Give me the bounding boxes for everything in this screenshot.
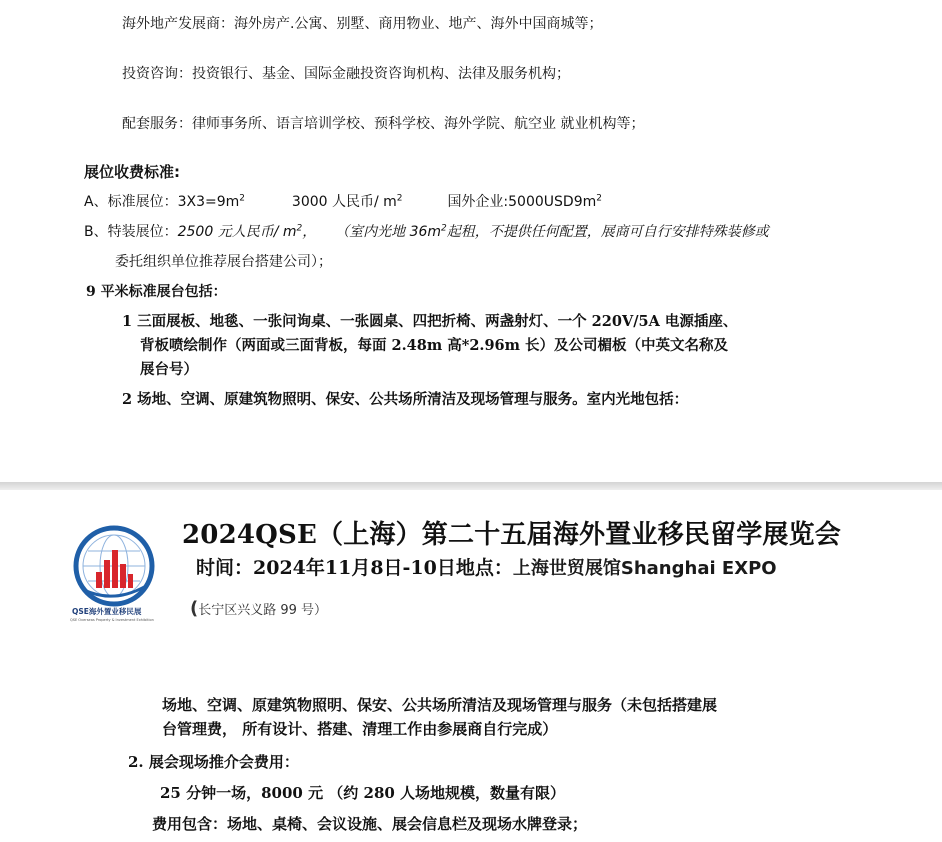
presentation-fee-detail: 25 分钟一场，8000 元 （约 280 人场地规模，数量有限） (160, 784, 566, 802)
presentation-fee-heading: 2. 展会现场推介会费用： (128, 753, 299, 771)
fee-standard-foreign: 国外企业:5000USD9m (447, 194, 597, 210)
logo-small-text: QSE Overseas Property & Investment Exhibition (70, 618, 154, 622)
booth-item-1-line2: 背板喷绘制作（两面或三面背板，每面 2.48m 高*2.96m 长）及公司楣板（中英文名称及 (140, 337, 729, 354)
fee-special-label: B、特装展位： (84, 224, 178, 240)
address-paren: ( (190, 598, 199, 619)
superscript: 2 (396, 193, 403, 204)
indoor-space-line2: 台管理费， 所有设计、搭建、清理工作由参展商自行完成） (162, 720, 558, 738)
time-venue-line (196, 553, 777, 580)
exhibition-title: 2024QSE（上海）第二十五届海外置业移民留学展览会 (182, 520, 842, 550)
fee-standard-price: 3000 人民币/ m (291, 194, 397, 210)
logo-text: QSE海外置业移民展 (72, 607, 142, 616)
page-divider (0, 482, 942, 490)
fee-standard-row (84, 192, 602, 212)
indoor-space-line1: 场地、空调、原建筑物照明、保安、公共场所清洁及现场管理与服务（未包括搭建展 (162, 696, 718, 714)
booth-item-1-line1: 1 三面展板、地毯、一张问询桌、一张圆桌、四把折椅、两盏射灯、一个 220V/5A 电源插座、 (122, 313, 738, 330)
qse-logo (64, 520, 164, 628)
superscript: 2 (596, 193, 602, 204)
address: 长宁区兴义路 99 号） (198, 603, 328, 618)
exhibitor-category-services: 配套服务：律师事务所、语言培训学校、预科学校、海外学院、航空业 就业机构等； (122, 116, 645, 132)
fee-special-note-line2: 委托组织单位推荐展台搭建公司）； (115, 254, 332, 270)
superscript: 2 (441, 223, 447, 234)
address-line (190, 598, 327, 619)
fee-heading: 展位收费标准: (84, 163, 180, 181)
exhibitor-category-investment: 投资咨询：投资银行、基金、国际金融投资咨询机构、法律及服务机构； (122, 66, 570, 82)
presentation-fee-includes: 费用包含：场地、桌椅、会议设施、展会信息栏及现场水牌登录； (152, 815, 588, 833)
booth-item-1-line3: 展台号） (140, 361, 198, 378)
fee-standard-label: A、标准展位：3X3=9m (84, 194, 240, 210)
exhibitor-category-developers: 海外地产发展商：海外房产.公寓、别墅、商用物业、地产、海外中国商城等； (122, 16, 603, 32)
venue-name: 上海世贸展馆Shanghai EXPO (512, 558, 777, 579)
superscript: 2 (296, 223, 303, 234)
booth-item-2: 2 场地、空调、原建筑物照明、保安、公共场所清洁及现场管理与服务。室内光地包括： (122, 391, 689, 408)
fee-special-price: 2500 元人民币/ m (177, 224, 297, 240)
fee-special-note: （室内光地 36m (335, 224, 442, 240)
superscript: 2 (239, 193, 245, 204)
fee-special-note-cont: 起租，不提供任何配置，展商可自行安排特殊装修或 (446, 224, 769, 240)
time-label: 时间：2024年11月8日-10日地点： (196, 557, 513, 579)
fee-special-row: B、特装展位：2500 元人民币/ $m^2$， （室内光地 $36m^2$起租，不提供任何配置，展商可自行安排特殊装修或 (84, 223, 769, 240)
standard-booth-heading: 9 平米标准展台包括： (86, 284, 227, 300)
